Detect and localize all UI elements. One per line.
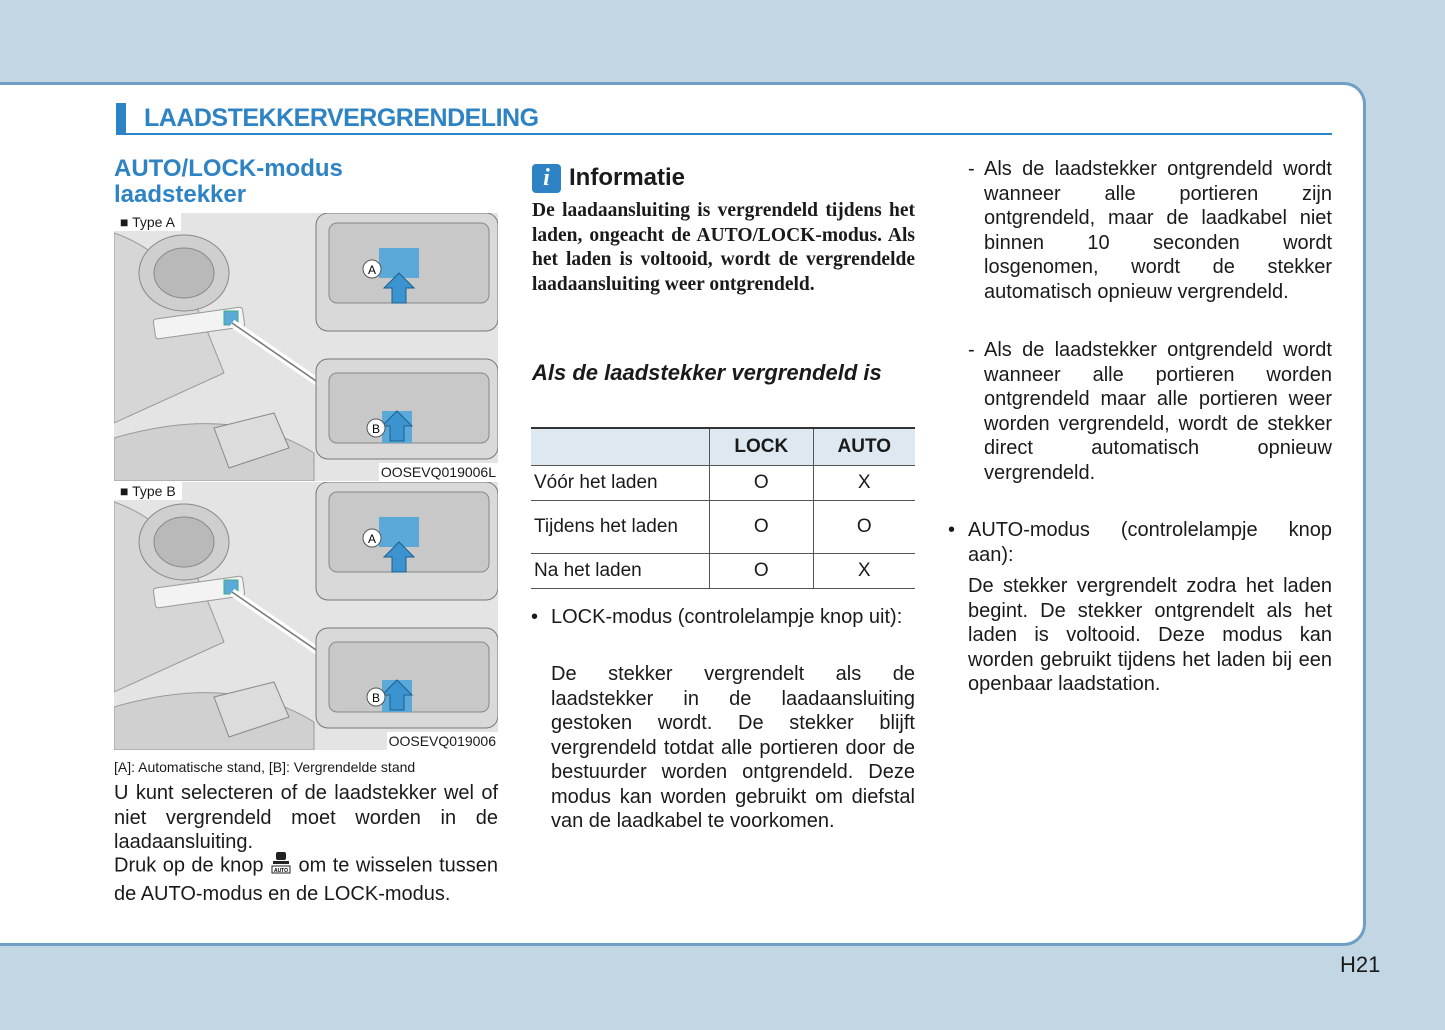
- lock-mode-title: LOCK-modus (controlelampje knop uit):: [551, 606, 903, 628]
- section-heading: [114, 156, 504, 208]
- table-row: Na het laden O X: [531, 554, 915, 589]
- figure-b-code: OOSEVQ019006: [388, 733, 496, 749]
- info-text: De laadaansluiting is vergrendeld tijdens het laden, ongeacht de AUTO/LOCK-modus. Als het laden is voltooid, wordt de vergrendelde laadaansluiting weer ontgrendeld.: [532, 200, 915, 295]
- figure-a-type-label: ■ Type A: [114, 213, 181, 231]
- svg-text:A: A: [367, 263, 377, 277]
- lock-status-table: [531, 427, 915, 589]
- table-header-row: [531, 428, 915, 466]
- dash-marker-1: -: [968, 158, 975, 180]
- dash-marker-2: -: [968, 339, 975, 361]
- svg-text:AUTO: AUTO: [273, 868, 289, 874]
- page-title: LAADSTEKKERVERGRENDELING: [144, 104, 539, 132]
- dash-item-2: Als de laadstekker ontgrendeld wordt wanneer alle portieren worden ontgrendeld maar alle portieren weer worden vergrendeld, wordt de stekker direct automatisch opnieuw vergrendeld.: [984, 339, 1332, 484]
- table-header-lock: LOCK: [710, 428, 814, 466]
- svg-text:B: B: [371, 422, 381, 436]
- auto-mode-bullet: •: [948, 519, 956, 541]
- info-heading: i Informatie: [532, 164, 685, 193]
- table-row: Vóór het laden O X: [531, 466, 915, 501]
- lock-mode-text: De stekker vergrendelt als de laadstekker in de laadaansluiting gestoken wordt. De stekker blijft vergrendeld totdat alle portieren door de bestuurder worden ontgrendeld. Deze modus kan worden gebruikt om diefstal van de laadkabel te voorkomen.: [551, 663, 915, 832]
- section-heading-line1: AUTO/LOCK-modus: [114, 155, 343, 182]
- svg-text:A: A: [367, 532, 377, 546]
- auto-mode-title: AUTO-modus (controlelampje knop aan):: [968, 519, 1332, 566]
- page-number: H21: [1340, 952, 1381, 977]
- left-body-para1: U kunt selecteren of de laadstekker wel of niet vergrendeld moet worden in de laadaansluiting.: [114, 782, 498, 853]
- section-title-bar: [116, 103, 1332, 135]
- dashboard-illustration-b: [114, 482, 498, 750]
- lock-mode-bullet: •: [531, 606, 539, 628]
- auto-mode-text: De stekker vergrendelt zodra het laden begint. De stekker ontgrendelt als het laden is voltooid. Deze modus kan worden gebruikt tijdens het laden bij een openbaar laadstation.: [968, 575, 1332, 695]
- figure-type-a: [114, 213, 498, 481]
- dashboard-illustration-a: [114, 213, 498, 481]
- locked-subheading: Als de laadstekker vergrendeld is: [532, 360, 882, 385]
- figure-b-type-label: ■ Type B: [114, 482, 182, 500]
- svg-text:B: B: [371, 691, 381, 705]
- figure-type-b: [114, 482, 498, 750]
- figure-caption: [A]: Automatische stand, [B]: Vergrendelde stand: [114, 759, 416, 775]
- info-icon: i: [532, 164, 561, 193]
- title-accent-bar: [116, 103, 126, 133]
- left-body-para2: Druk op de knop AUTO om te wisselen tussen de AUTO-modus en de LOCK-modus.: [114, 851, 498, 906]
- section-heading-line2: laadstekker: [114, 181, 247, 208]
- figure-a-code: OOSEVQ019006L: [380, 464, 496, 480]
- table-header-auto: AUTO: [813, 428, 915, 466]
- table-row: Tijdens het laden O O: [531, 501, 915, 554]
- auto-lock-button-icon: [270, 851, 292, 882]
- dash-item-1: Als de laadstekker ontgrendeld wordt wanneer alle portieren zijn ontgrendeld, maar de laadkabel niet binnen 10 seconden wordt losgenomen, wordt de stekker automatisch opnieuw vergrendeld.: [984, 158, 1332, 303]
